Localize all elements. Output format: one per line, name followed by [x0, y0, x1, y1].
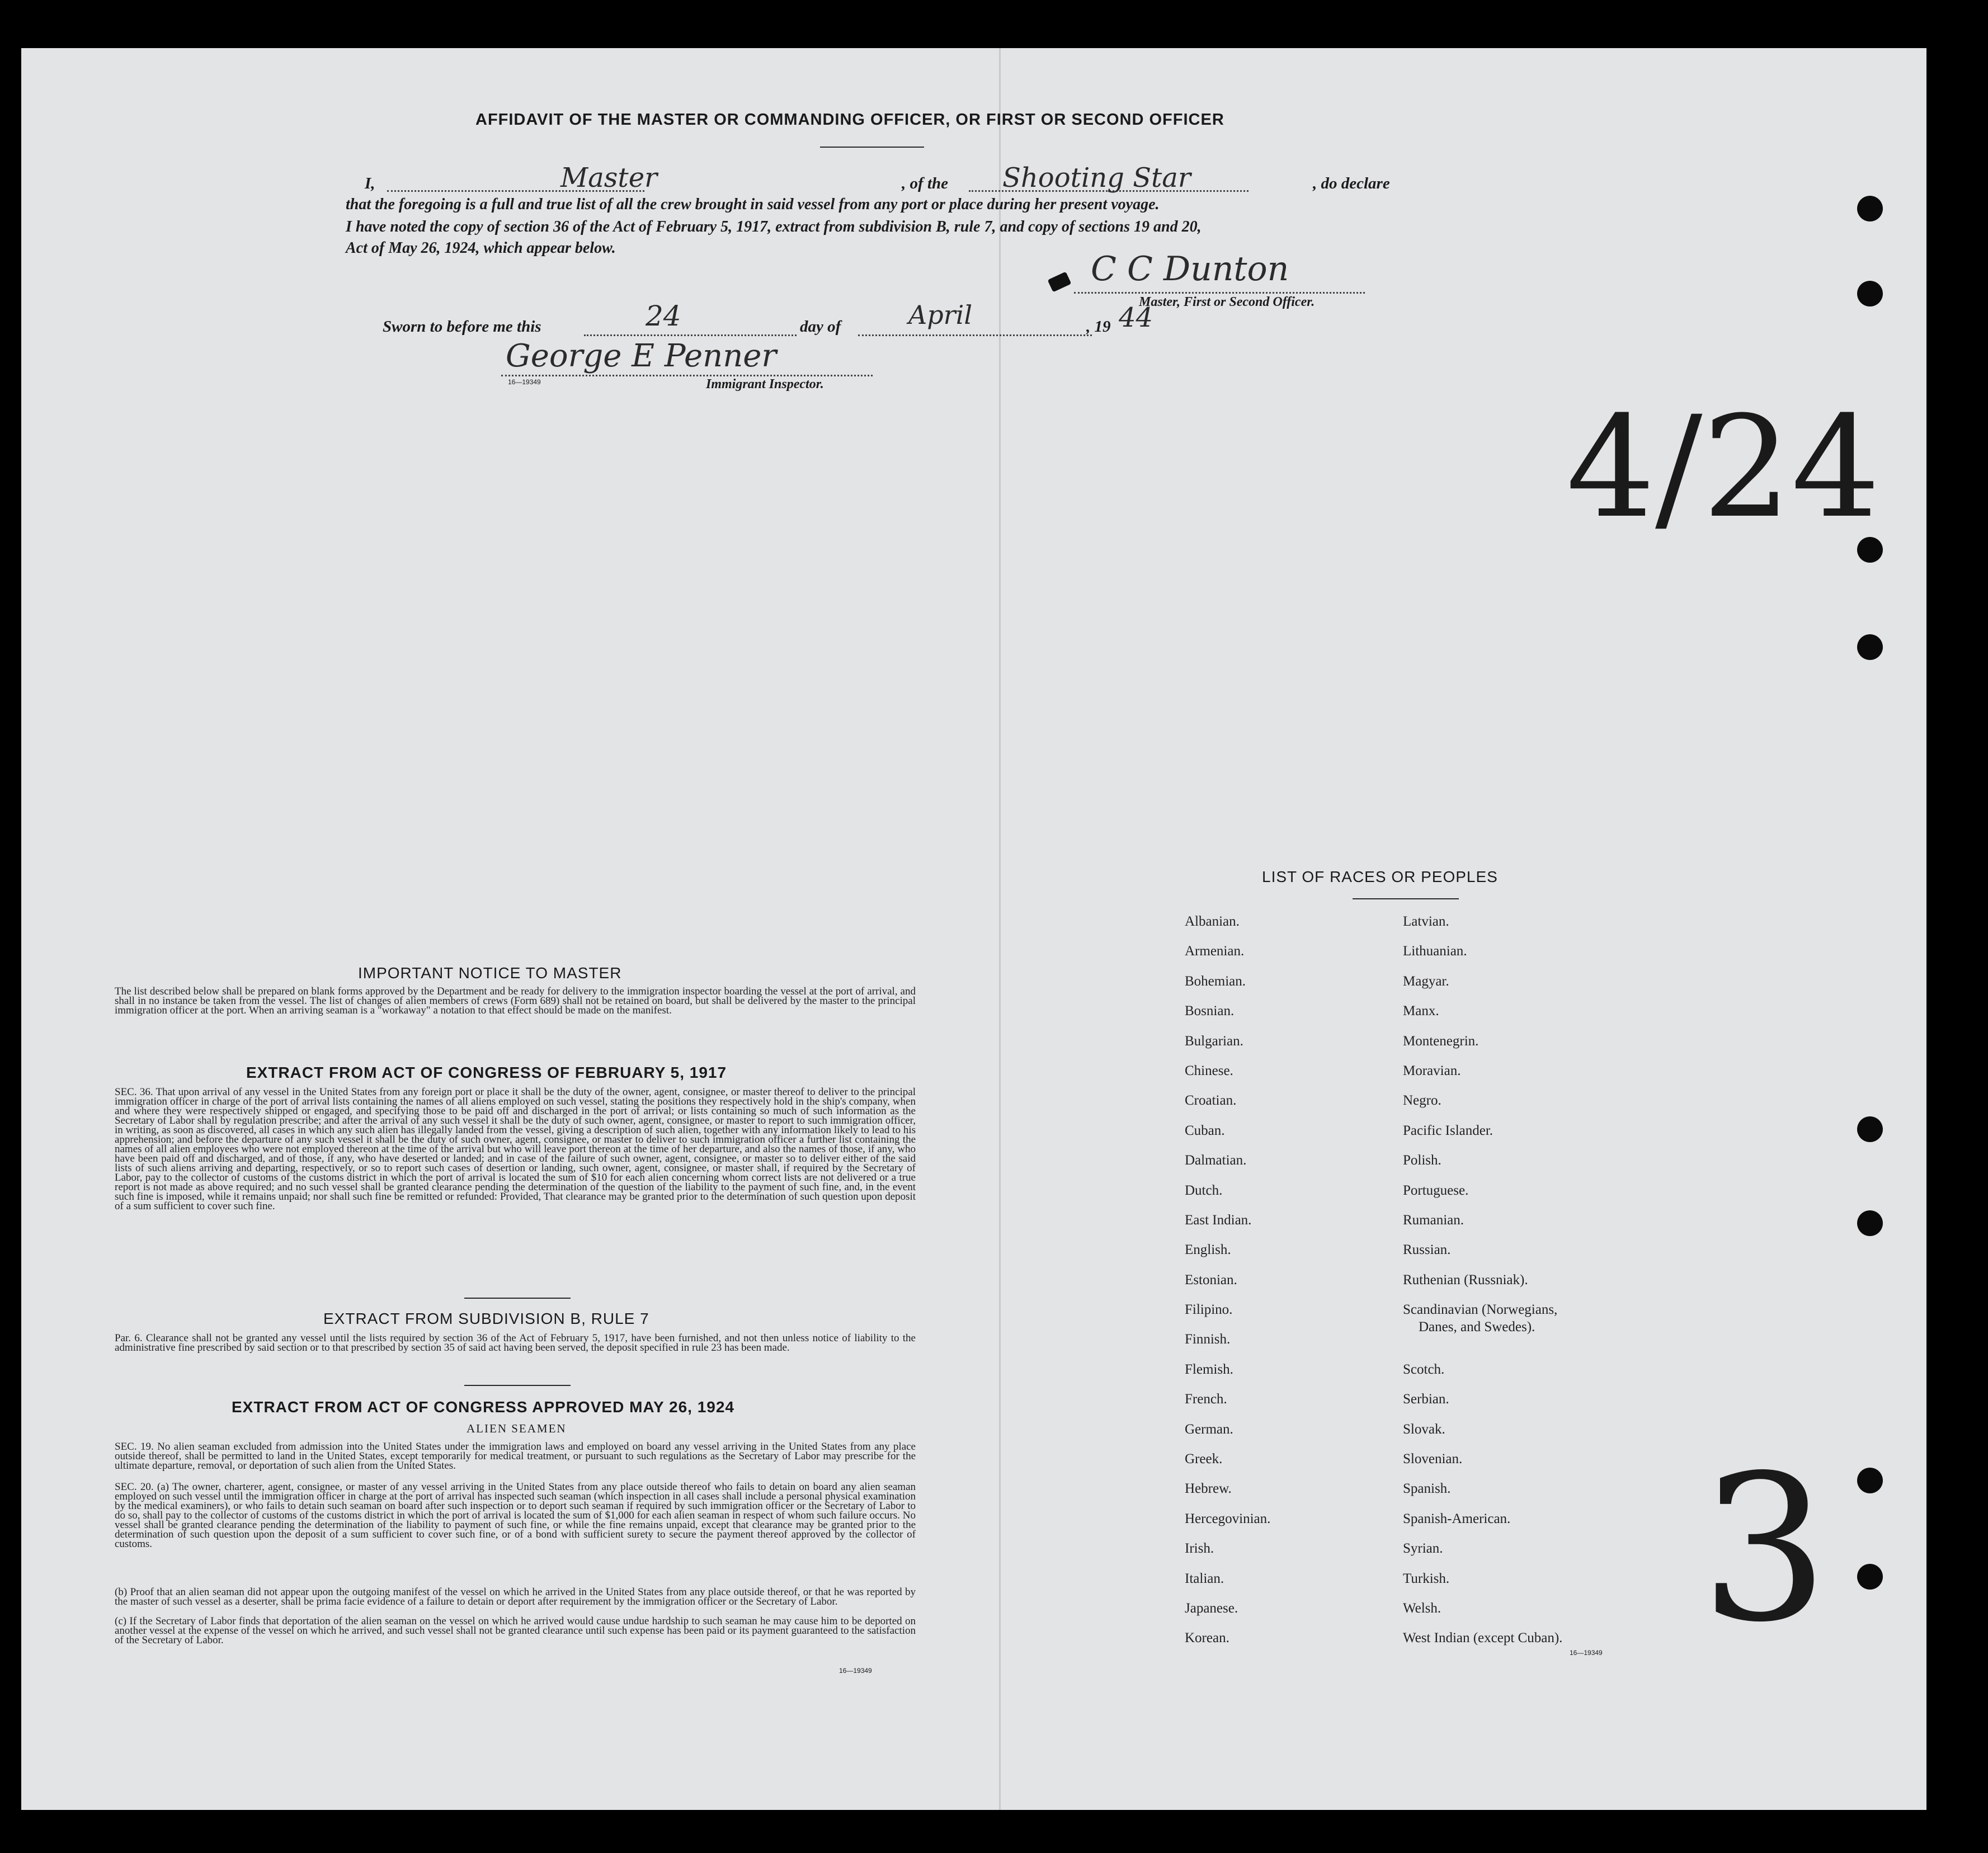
race-item: Welsh.	[1403, 1601, 1441, 1616]
day-of-label: day of	[800, 318, 841, 336]
race-item: Polish.	[1403, 1153, 1441, 1168]
race-item: Pacific Islander.	[1403, 1123, 1494, 1138]
master-signature: C C Dunton	[1091, 249, 1289, 289]
month-handwriting: April	[908, 300, 973, 330]
sworn-label: Sworn to before me this	[383, 318, 541, 336]
punch-hole	[1857, 1116, 1883, 1142]
notice-body: The list described below shall be prepared on blank forms approved by the Department and be ready for delivery to the immigration inspector boarding the vessel at the port of arrival, and shall in no instance be taken from the vessel. The list of changes of alien members of crews (Form 689) shall not be retained on board, but shall be delivered by the master to the principal immigration officer at the port. When an arriving seaman is a "workaway" a notation to that effect should be made on the manifest.	[115, 986, 916, 1016]
declare-label: , do declare	[1313, 175, 1390, 192]
punch-hole	[1857, 634, 1883, 660]
race-item: Flemish.	[1185, 1361, 1233, 1377]
of-the-label: , of the	[902, 175, 948, 192]
race-item: Turkish.	[1403, 1571, 1450, 1586]
race-item: Manx.	[1403, 1003, 1439, 1019]
form-number: 16—19349	[508, 378, 541, 386]
race-item: Greek.	[1185, 1451, 1223, 1467]
extract1924-sec20c: (c) If the Secretary of Labor finds that deportation of the alien seaman on the vessel on which he arrived would cause undue hardship to such seaman he may cause him to be deported on another vessel at the expense of the vessel on which he arrived, and such vessel shall not be granted clearance until such expense has been paid or its payment guaranteed to the satisfaction of the Secretary of Labor.	[115, 1615, 916, 1646]
punch-hole	[1857, 196, 1883, 221]
race-item-multiline	[1403, 1302, 1716, 1362]
races-right-column	[1403, 914, 1716, 1661]
signature-blank	[1074, 292, 1365, 294]
race-item: Croatian.	[1185, 1093, 1237, 1109]
rule7-title: EXTRACT FROM SUBDIVISION B, RULE 7	[323, 1310, 649, 1327]
extract1924-sec20b: (b) Proof that an alien seaman did not appear upon the outgoing manifest of the vessel on which he arrived in the United States from any place outside thereof, or that he was reported by the master of such vessel as a deserter, shall be prima facie evidence of a failure to detain or deport after requirement by the immigration officer or the Secretary of Labor.	[115, 1586, 916, 1607]
notice-title: IMPORTANT NOTICE TO MASTER	[358, 964, 622, 982]
extract1924-subtitle: ALIEN SEAMEN	[467, 1422, 567, 1435]
race-item: Finnish.	[1185, 1332, 1231, 1347]
divider-rule	[464, 1298, 571, 1299]
inspector-caption: Immigrant Inspector.	[706, 377, 824, 392]
extract1924-title: EXTRACT FROM ACT OF CONGRESS APPROVED MAY 26, 1924	[232, 1398, 734, 1416]
master-handwriting: Master	[560, 162, 658, 194]
race-item: Cuban.	[1185, 1123, 1225, 1138]
extract1924-sec19: SEC. 19. No alien seaman excluded from admission into the United States under the immigration laws and employed on board any vessel arriving in the United States from any place outside thereof, shall be permitted to land in the United States, except temporarily for medical treatment, or pursuant to such regulations as the Secretary of Labor may prescribe for the ultimate departure, removal, or deportation of such alien from the United States.	[115, 1441, 916, 1472]
races-title: LIST OF RACES OR PEOPLES	[1262, 868, 1498, 885]
page-fold	[999, 48, 1001, 1810]
race-item: Magyar.	[1403, 973, 1449, 989]
race-item: Japanese.	[1185, 1600, 1238, 1616]
race-item: Bosnian.	[1185, 1003, 1235, 1019]
punch-hole	[1857, 281, 1883, 307]
pronoun: I,	[365, 175, 375, 192]
inspector-blank	[501, 375, 873, 376]
races-form-number: 16—19349	[1570, 1649, 1603, 1657]
race-item: East Indian.	[1185, 1212, 1252, 1228]
race-item: West Indian (except Cuban).	[1403, 1630, 1563, 1646]
race-item: Ruthenian (Russniak).	[1403, 1272, 1528, 1288]
extract1924-sec20a: SEC. 20. (a) The owner, charterer, agent, consignee, or master of any vessel arriving in the United States from any place outside thereof who fails to detain on board any alien seaman employed on such vessel until the immigration officer in charge at the port of arrival has inspected such seaman (which inspection in all cases shall include a personal physical examination by the medical examiners), or who fails to detain such seaman on board after such inspection or to deport such seaman if required by such immigration officer or the Secretary of Labor to do so, shall pay to the collector of customs of the customs district in which the port of arrival is located the sum of $1,000 for each alien seaman in respect of whom such failure occurs. No vessel shall be granted clearance pending the determination of the liability to payment of such fine, or while the fine remains unpaid, except that clearance may be granted prior to the determination of such question upon the deposit of a sum sufficient to cover such fine, or of a bond with sufficient surety to secure the payment thereof approved by the collector of customs.	[115, 1481, 916, 1550]
divider-rule	[464, 1385, 571, 1386]
race-item: Dutch.	[1185, 1182, 1223, 1198]
race-item: Rumanian.	[1403, 1212, 1464, 1228]
day-blank	[584, 334, 797, 336]
race-item: English.	[1185, 1242, 1231, 1258]
race-item: Portuguese.	[1403, 1182, 1469, 1198]
month-blank	[858, 334, 1092, 336]
signature-caption: Master, First or Second Officer.	[1139, 295, 1315, 309]
punch-hole	[1857, 1210, 1883, 1236]
race-item: Negro.	[1403, 1093, 1441, 1109]
race-item: Russian.	[1403, 1242, 1451, 1258]
races-title-rule	[1353, 898, 1459, 899]
title-rule	[820, 147, 924, 148]
race-item-continued: Danes, and Swedes).	[1419, 1319, 1535, 1335]
race-item: Albanian.	[1185, 914, 1240, 929]
extract1924-form-number: 16—19349	[839, 1667, 872, 1675]
race-item: Irish.	[1185, 1541, 1214, 1557]
date-annotation: 4/24	[1566, 386, 1881, 549]
race-item: Bohemian.	[1185, 973, 1246, 989]
race-item: Moravian.	[1403, 1063, 1461, 1078]
race-item: Estonian.	[1185, 1272, 1237, 1288]
race-item: Lithuanian.	[1403, 944, 1467, 959]
day-handwriting: 24	[646, 300, 681, 332]
race-item: Hebrew.	[1185, 1481, 1232, 1497]
rule7-body: Par. 6. Clearance shall not be granted any vessel until the lists required by section 36 of the Act of February 5, 1917, have been furnished, and not then unless notice of liability to the administrative fine prescribed by said section or to that prescribed by section 35 of said act having been served, the deposit specified in rule 23 has been made.	[115, 1332, 916, 1354]
race-item: Latvian.	[1403, 914, 1449, 929]
race-item: Armenian.	[1185, 944, 1245, 959]
race-item: French.	[1185, 1392, 1227, 1407]
race-item: Filipino.	[1185, 1302, 1233, 1318]
punch-hole	[1857, 1468, 1883, 1493]
race-item: Korean.	[1185, 1630, 1229, 1646]
year-prefix: , 19	[1086, 318, 1111, 336]
race-item: Serbian.	[1403, 1392, 1449, 1407]
race-item: Spanish-American.	[1403, 1511, 1511, 1526]
page-number-annotation: 3	[1700, 1432, 1829, 1666]
race-item: Bulgarian.	[1185, 1033, 1243, 1049]
race-item: Italian.	[1185, 1571, 1224, 1586]
punch-hole	[1857, 1564, 1883, 1590]
inspector-signature: George E Penner	[506, 338, 777, 374]
race-item: Dalmatian.	[1185, 1153, 1247, 1168]
race-item: Scotch.	[1403, 1361, 1445, 1377]
affidavit-line4: Act of May 26, 1924, which appear below.	[346, 239, 616, 257]
extract1917-title: EXTRACT FROM ACT OF CONGRESS OF FEBRUARY 5, 1917	[246, 1064, 727, 1081]
affidavit-title: AFFIDAVIT OF THE MASTER OR COMMANDING OFFICER, OR FIRST OR SECOND OFFICER	[475, 111, 1224, 129]
affidavit-line3: I have noted the copy of section 36 of the Act of February 5, 1917, extract from subdivision B, rule 7, and copy of sections 19 and 20,	[346, 218, 1202, 235]
extract1917-body: SEC. 36. That upon arrival of any vessel in the United States from any foreign port or place it shall be the duty of the owner, agent, consignee, or master thereof to deliver to the principal immigration officer in charge of the port of arrival lists containing the names of all aliens employed on such vessel, stating the positions they respectively hold in the ship's company, when and where they were respectively shipped or engaged, and specifying those to be paid off and discharged in the port of arrival; or lists containing so much of such information as the Secretary of Labor shall by regulation prescribe; and after the arrival of any such vessel it shall be the duty of such owner, agent, consignee, or master to report to such immigration officer, in writing, as soon as discovered, all cases in which any such alien has illegally landed from the vessel, giving a description of such alien, together with any information likely to lead to his apprehension; and before the departure of any such vessel it shall be the duty of such owner, agent, consignee, or master to deliver to such immigration officer a further list containing the names of all alien employees who were not employed thereon at the time of the arrival but who will leave port thereon at the time of her departure, and also the names of those, if any, who have been paid off and discharged, and of those, if any, who have deserted or landed; and in case of the failure of such owner, agent, consignee, or master so to deliver either of the said lists of such aliens arriving and departing, respectively, or so to report such cases of desertion or landing, such owner, agent, consignee, or master shall, if required by the Secretary of Labor, pay to the collector of customs of the customs district in which the port of arrival is located the sum of $10 for each alien concerning whom correct lists are not delivered or a true report is not made as above required; and no such vessel shall be granted clearance pending the determination of the question of the liability to the payment of such fine, and, in the event such fine is imposed, while it remains unpaid; nor shall such fine be remitted or refunded: Provided, That clearance may be granted prior to the determination of such question upon deposit of a sum sufficient to cover such fine.	[115, 1086, 916, 1212]
race-item: German.	[1185, 1421, 1233, 1437]
race-item: Slovenian.	[1403, 1451, 1463, 1467]
races-left-column	[1185, 914, 1386, 1661]
race-item: Chinese.	[1185, 1063, 1233, 1078]
race-item: Slovak.	[1403, 1421, 1445, 1437]
race-item: Scandinavian (Norwegians,	[1403, 1302, 1558, 1318]
race-item: Hercegovinian.	[1185, 1511, 1271, 1526]
race-item: Montenegrin.	[1403, 1033, 1479, 1049]
affidavit-line2: that the foregoing is a full and true list of all the crew brought in said vessel from any port or place during her present voyage.	[346, 196, 1160, 213]
race-item: Syrian.	[1403, 1541, 1443, 1557]
year-handwriting: 44	[1119, 302, 1153, 333]
race-item: Spanish.	[1403, 1481, 1451, 1497]
vessel-handwriting: Shooting Star	[1002, 162, 1191, 194]
